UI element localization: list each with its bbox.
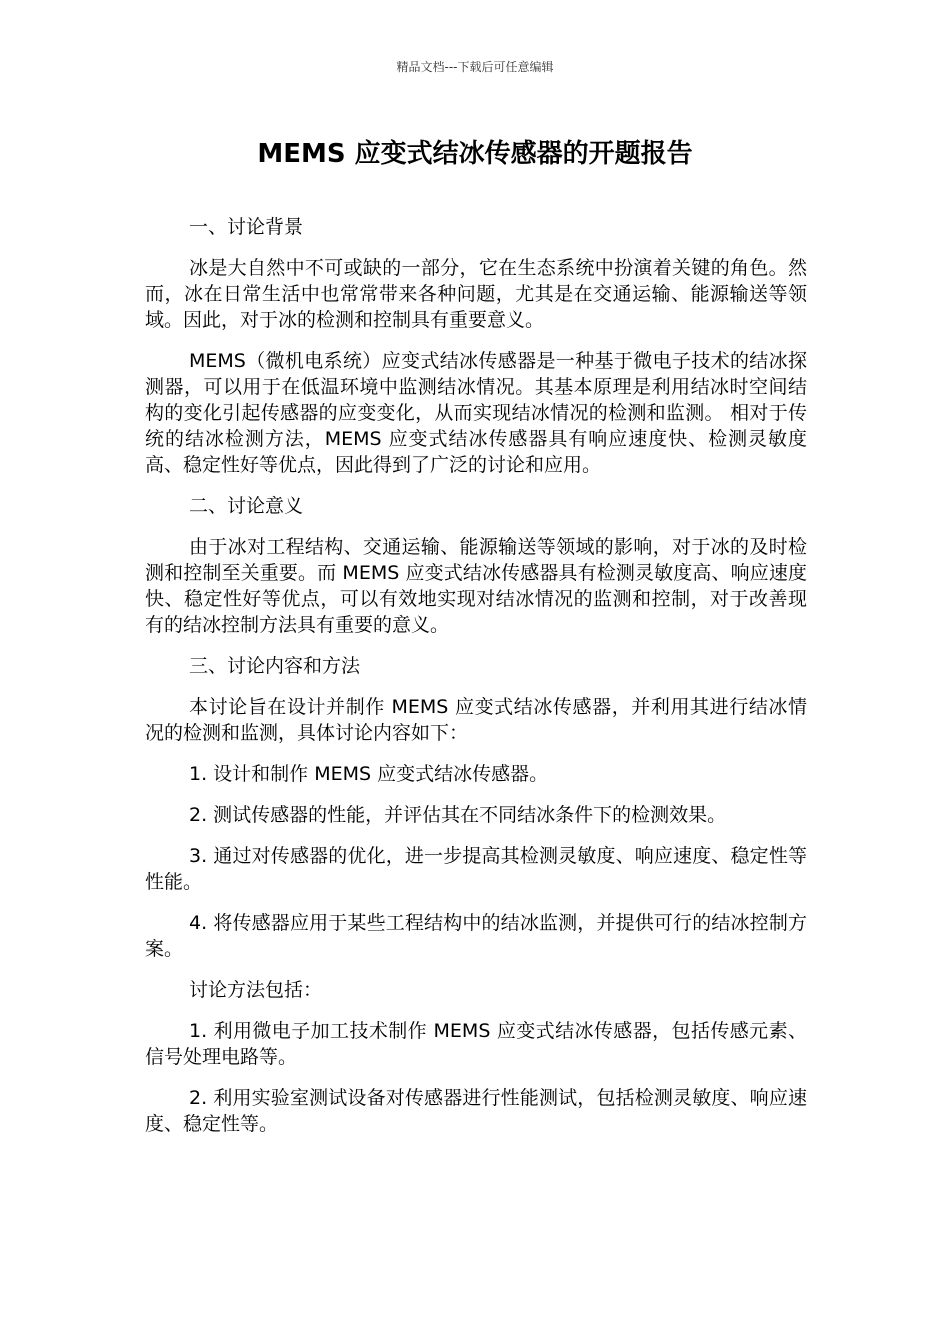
header-note: 精品文档---下载后可任意编辑 [396,60,554,74]
paragraph-content-intro: 本讨论旨在设计并制作 MEMS 应变式结冰传感器，并利用其进行结冰情况的检测和监测，具体讨论内容如下： [145,696,807,744]
list-item-method-1: 1. 利用微电子加工技术制作 MEMS 应变式结冰传感器，包括传感元素、信号处理电路等。 [145,1020,807,1068]
paragraph-ice-intro: 冰是大自然中不可或缺的一部分，它在生态系统中扮演着关键的角色。然而，冰在日常生活中也常常带来各种问题，尤其是在交通运输、能源输送等领域。因此，对于冰的检测和控制具有重要意义。 [145,257,807,331]
list-item-content-2: 2. 测试传感器的性能，并评估其在不同结冰条件下的检测效果。 [189,804,727,826]
document-title: MEMS 应变式结冰传感器的开题报告 [257,139,693,169]
paragraph-significance: 由于冰对工程结构、交通运输、能源输送等领域的影响，对于冰的及时检测和控制至关重要。而 MEMS 应变式结冰传感器具有检测灵敏度高、响应速度快、稳定性好等优点，可以有效地实现对结冰情况的监测和控制，对于改善现有的结冰控制方法具有重要的意义。 [145,536,807,636]
list-item-content-4: 4. 将传感器应用于某些工程结构中的结冰监测，并提供可行的结冰控制方案。 [145,912,807,960]
list-item-method-2: 2. 利用实验室测试设备对传感器进行性能测试，包括检测灵敏度、响应速度、稳定性等。 [145,1087,807,1135]
section-heading-content-methods: 三、讨论内容和方法 [189,655,361,677]
section-heading-background: 一、讨论背景 [189,216,304,238]
paragraph-mems-intro: MEMS（微机电系统）应变式结冰传感器是一种基于微电子技术的结冰探测器，可以用于在低温环境中监测结冰情况。其基本原理是利用结冰时空间结构的变化引起传感器的应变变化，从而实现结冰情况的检测和监测。 相对于传统的结冰检测方法，MEMS 应变式结冰传感器具有响应速度快、检测灵敏度高、稳定性好等优点，因此得到了广泛的讨论和应用。 [145,350,807,476]
document-body [145,214,807,1152]
list-item-content-1: 1. 设计和制作 MEMS 应变式结冰传感器。 [189,763,549,785]
paragraph-methods-intro: 讨论方法包括： [189,979,323,1001]
section-heading-significance: 二、讨论意义 [189,495,304,517]
list-item-content-3: 3. 通过对传感器的优化，进一步提高其检测灵敏度、响应速度、稳定性等性能。 [145,845,807,893]
